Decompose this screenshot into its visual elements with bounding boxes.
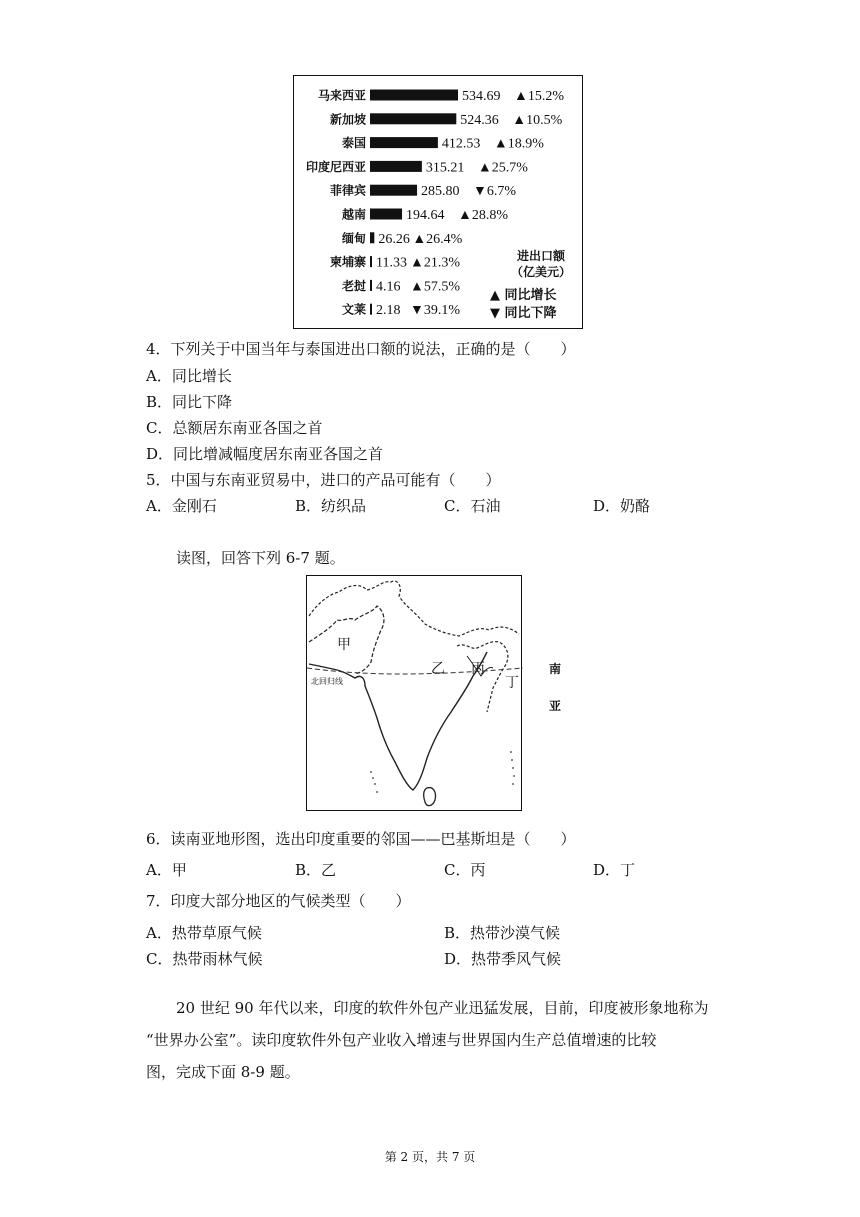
chart-bar xyxy=(370,185,417,196)
chart-category-label: 马来西亚 xyxy=(317,88,366,103)
para-8-9-line1: 20 世纪 90 年代以来，印度的软件外包产业迅猛发展，目前，印度被形象地称为 xyxy=(176,999,709,1017)
tropic-label: 北回归线 xyxy=(311,677,343,686)
q4-option-a[interactable]: A．同比增长 xyxy=(146,367,232,385)
chart-change-label: ▲21.3% xyxy=(410,255,461,271)
chart-category-label: 柬埔寨 xyxy=(329,255,366,270)
q4-option-b[interactable]: B．同比下降 xyxy=(146,393,233,411)
chart-legend-title: 进出口额 xyxy=(516,249,566,263)
map-side-title-2: 亚 xyxy=(549,699,562,713)
chart-change-label: ▲57.5% xyxy=(410,279,461,295)
q6-option-c[interactable]: C．丙 xyxy=(444,861,486,879)
q6-option-a[interactable]: A．甲 xyxy=(146,861,187,879)
para-8-9-line2: “世界办公室”。读印度软件外包产业收入增速与世界国内生产总值增速的比较 xyxy=(146,1031,657,1049)
chart-category-label: 缅甸 xyxy=(341,231,366,246)
chart-value-label: 412.53 xyxy=(441,136,481,152)
chart-value-label: 26.26 xyxy=(378,231,410,247)
chart-value-label: 2.18 xyxy=(376,303,401,319)
chart-change-label: ▲10.5% xyxy=(512,112,563,128)
q7-stem: 7．印度大部分地区的气候类型（ ） xyxy=(146,892,411,910)
chart-change-label: ▼6.7% xyxy=(473,184,517,200)
map-sri-lanka xyxy=(424,788,436,806)
map-side-title-1: 南 xyxy=(549,662,562,676)
chart-change-label: ▲28.8% xyxy=(458,208,509,223)
chart-legend-down: ▼ 同比下降 xyxy=(490,306,557,321)
chart-category-label: 新加坡 xyxy=(329,112,366,127)
chart-category-label: 文莱 xyxy=(341,302,366,317)
chart-change-label: ▲18.9% xyxy=(493,136,544,152)
q7-option-d[interactable]: D．热带季风气候 xyxy=(444,950,562,968)
chart-category-label: 老挝 xyxy=(341,278,366,293)
chart-change-label: ▲26.4% xyxy=(412,231,463,247)
para-8-9-line3: 图，完成下面 8-9 题。 xyxy=(146,1063,300,1081)
q5-option-a[interactable]: A．金刚石 xyxy=(146,497,217,515)
chart-legend-up: ▲ 同比增长 xyxy=(490,288,557,303)
page-footer: 第 2 页，共 7 页 xyxy=(384,1150,476,1164)
chart-change-label: ▼39.1% xyxy=(410,303,461,319)
chart-value-label: 194.64 xyxy=(406,208,445,223)
map-border-north xyxy=(309,581,519,636)
chart-value-label: 285.80 xyxy=(421,184,460,200)
q6-option-d[interactable]: D．丁 xyxy=(593,861,636,879)
chart-change-label: ▲25.7% xyxy=(477,160,528,176)
chart-bar xyxy=(370,209,402,220)
south-asia-map-svg xyxy=(307,576,523,812)
q4-option-c[interactable]: C．总额居东南亚各国之首 xyxy=(146,419,323,437)
chart-bar xyxy=(370,256,372,267)
chart-value-label: 315.21 xyxy=(425,160,465,176)
chart-change-label: ▲15.2% xyxy=(514,89,565,104)
chart-bar xyxy=(370,137,438,148)
chart-value-label: 11.33 xyxy=(376,255,407,271)
chart-value-label: 534.69 xyxy=(462,89,501,104)
q7-option-c[interactable]: C．热带雨林气候 xyxy=(146,950,263,968)
q7-option-a[interactable]: A．热带草原气候 xyxy=(146,924,262,942)
chart-legend-unit: （亿美元） xyxy=(510,265,572,279)
q4-option-d[interactable]: D．同比增减幅度居东南亚各国之首 xyxy=(146,445,384,463)
trade-chart-svg xyxy=(294,76,584,330)
q4-stem: 4．下列关于中国当年与泰国进出口额的说法，正确的是（ ） xyxy=(146,340,576,358)
q7-option-b[interactable]: B．热带沙漠气候 xyxy=(444,924,561,942)
q6-stem: 6．读南亚地形图，选出印度重要的邻国——巴基斯坦是（ ） xyxy=(146,830,576,848)
chart-category-label: 印度尼西亚 xyxy=(305,159,366,174)
q5-option-d[interactable]: D．奶酪 xyxy=(593,497,651,515)
chart-bar xyxy=(370,304,372,315)
chart-bar xyxy=(370,280,372,291)
map-label-bing: 丙 xyxy=(471,661,485,677)
q5-stem: 5．中国与东南亚贸易中，进口的产品可能有（ ） xyxy=(146,471,501,489)
intro-6-7: 读图，回答下列 6-7 题。 xyxy=(176,549,345,567)
chart-bar xyxy=(370,113,456,124)
south-asia-map xyxy=(306,575,522,811)
chart-bar xyxy=(370,90,458,101)
map-label-jia: 甲 xyxy=(337,637,351,653)
q6-option-b[interactable]: B．乙 xyxy=(295,861,337,879)
chart-category-label: 泰国 xyxy=(341,136,366,151)
chart-category-label: 越南 xyxy=(341,207,366,222)
q5-option-c[interactable]: C．石油 xyxy=(444,497,501,515)
chart-category-label: 菲律宾 xyxy=(329,183,366,198)
chart-value-label: 524.36 xyxy=(460,112,499,128)
trade-chart xyxy=(293,75,583,329)
map-label-ding: 丁 xyxy=(505,675,519,691)
chart-bar xyxy=(370,161,422,172)
q5-option-b[interactable]: B．纺织品 xyxy=(295,497,367,515)
chart-value-label: 4.16 xyxy=(376,279,401,295)
map-label-yi: 乙 xyxy=(431,661,445,677)
chart-bar xyxy=(370,232,374,243)
